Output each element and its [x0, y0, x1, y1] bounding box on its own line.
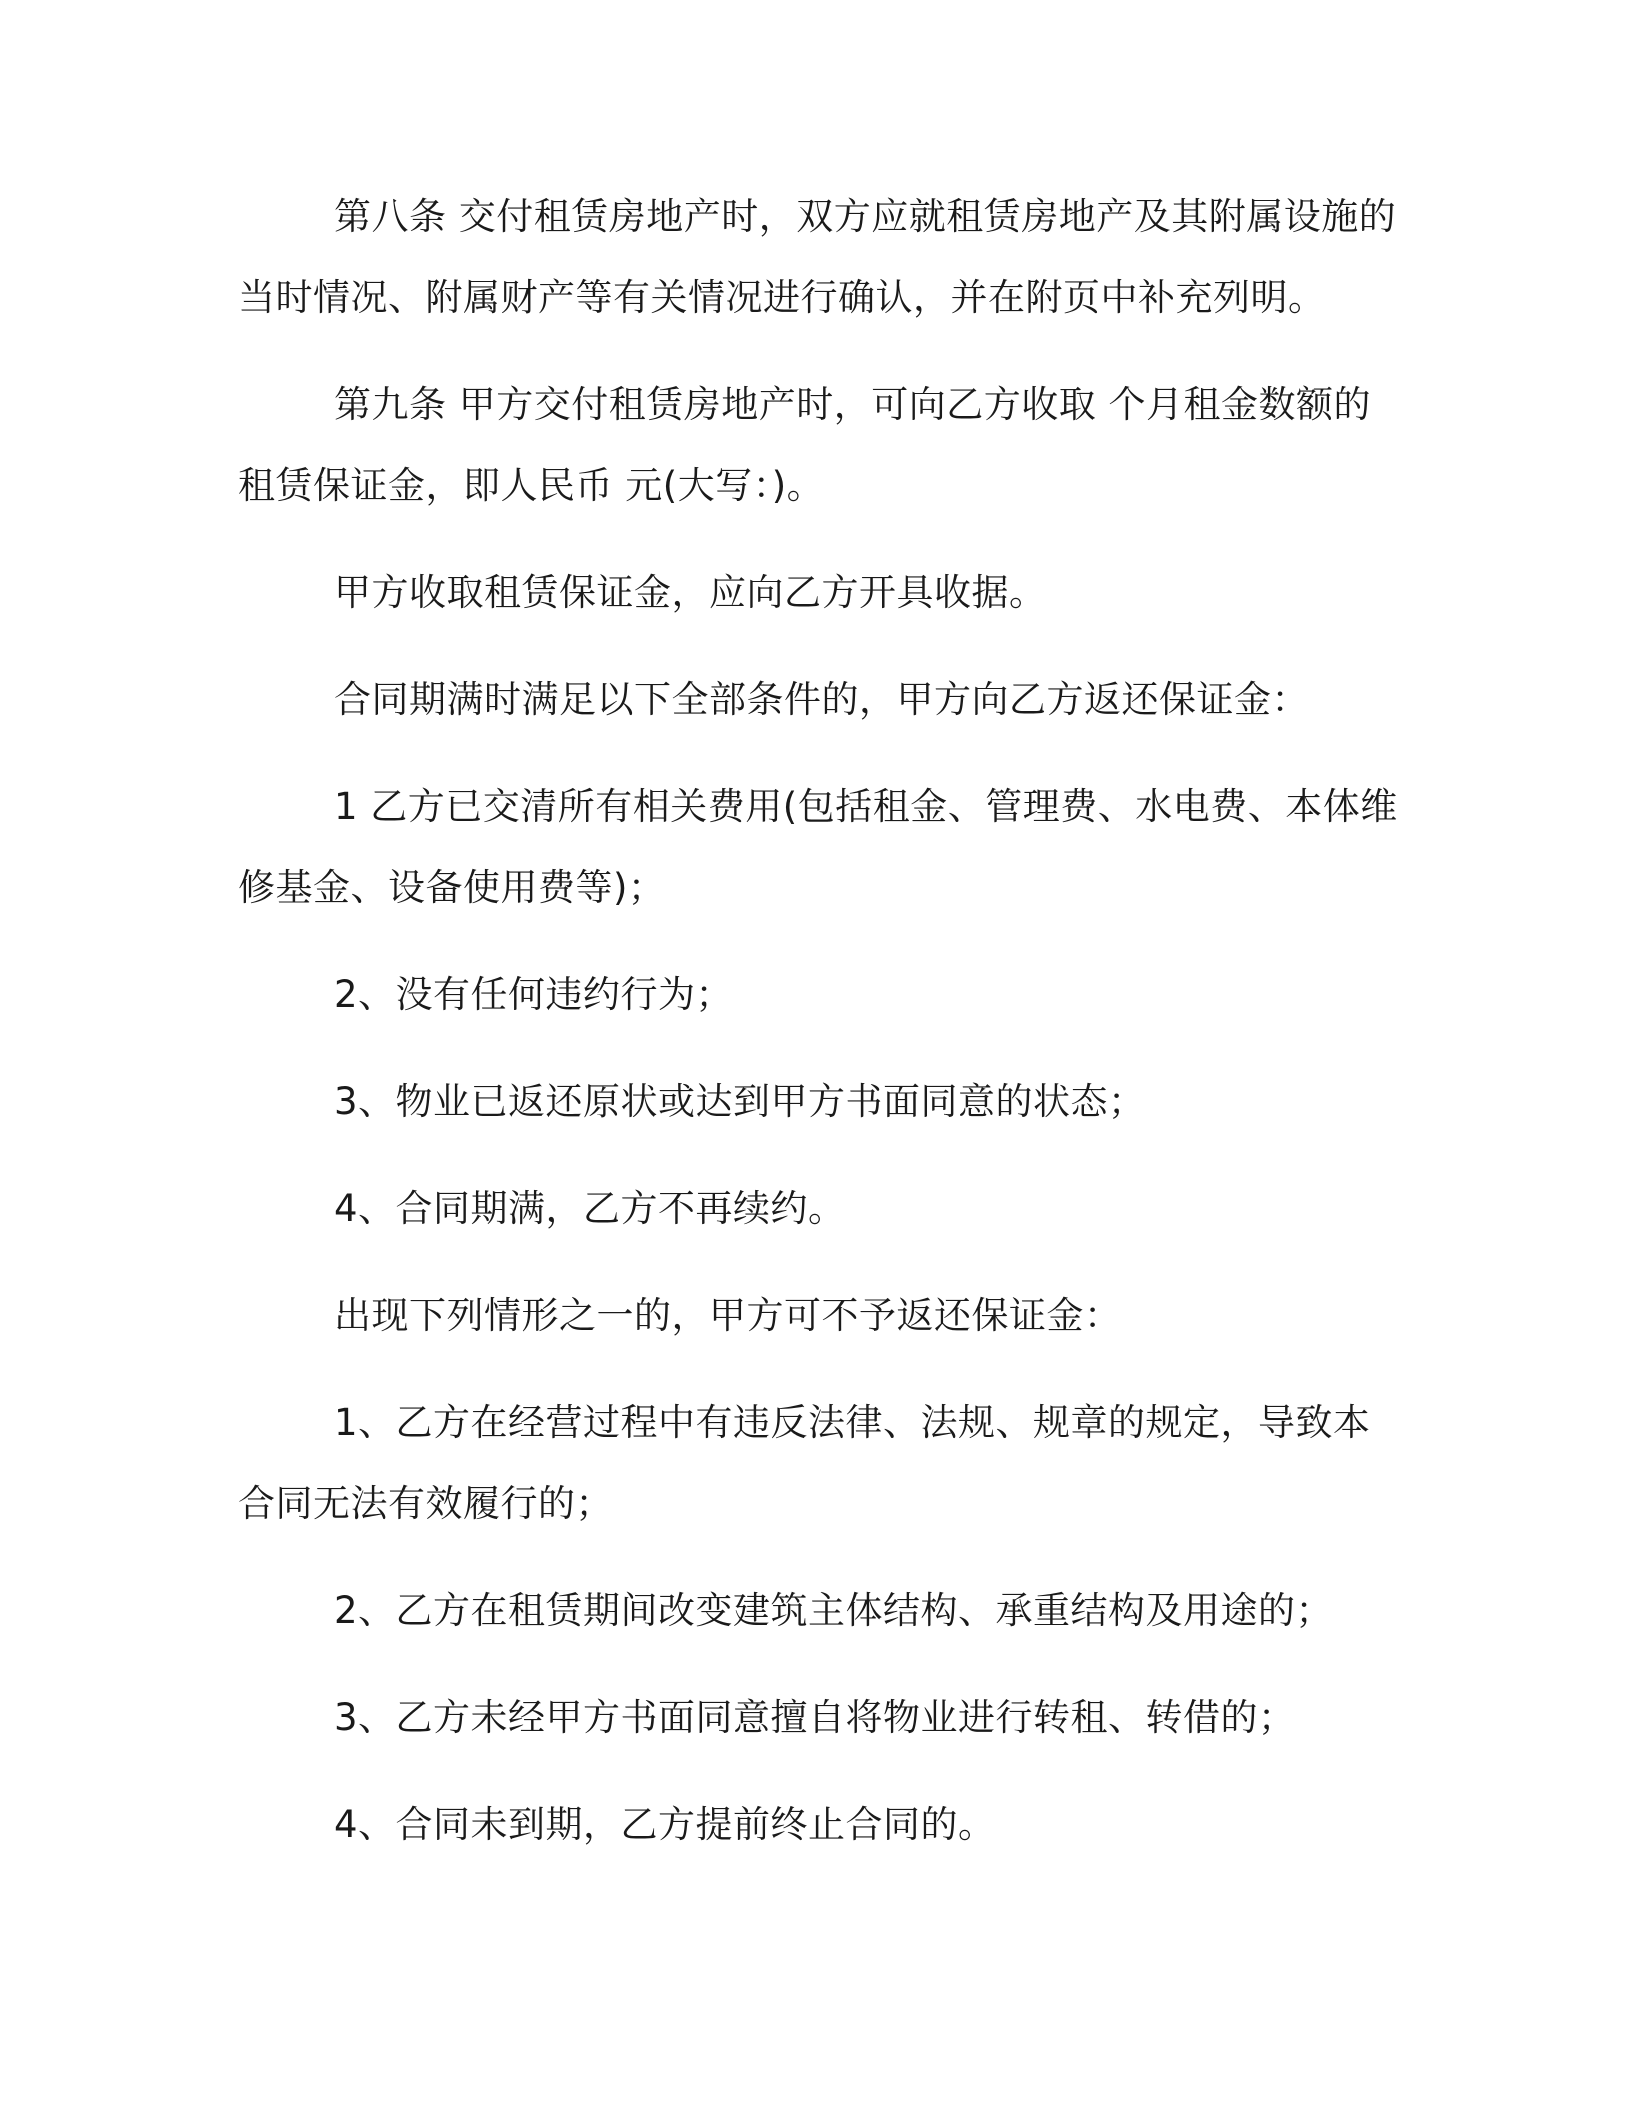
refund-condition-4: 4、合同期满，乙方不再续约。: [334, 1187, 846, 1230]
non-refund-case-2: 2、乙方在租赁期间改变建筑主体结构、承重结构及用途的；: [334, 1589, 1334, 1632]
receipt-paragraph: 甲方收取租赁保证金，应向乙方开具收据。: [334, 571, 1047, 614]
non-refund-case-1: 1、乙方在经营过程中有违反法律、法规、规章的规定，导致本合同无法有效履行的；: [238, 1401, 1371, 1525]
document-body: [238, 176, 1398, 1891]
refund-conditions-intro: 合同期满时满足以下全部条件的，甲方向乙方返还保证金：: [334, 678, 1309, 721]
non-refund-case-4: 4、合同未到期，乙方提前终止合同的。: [334, 1803, 996, 1846]
refund-condition-1: 1 乙方已交清所有相关费用(包括租金、管理费、水电费、本体维修基金、设备使用费等)；: [238, 785, 1398, 909]
refund-condition-2: 2、没有任何违约行为；: [334, 973, 734, 1016]
refund-condition-3: 3、物业已返还原状或达到甲方书面同意的状态；: [334, 1080, 1146, 1123]
clause-8-paragraph: 第八条 交付租赁房地产时，双方应就租赁房地产及其附属设施的当时情况、附属财产等有关情况进行确认，并在附页中补充列明。: [238, 195, 1397, 319]
non-refund-case-3: 3、乙方未经甲方书面同意擅自将物业进行转租、转借的；: [334, 1696, 1296, 1739]
non-refund-intro: 出现下列情形之一的，甲方可不予返还保证金：: [334, 1294, 1122, 1337]
clause-9-paragraph: 第九条 甲方交付租赁房地产时，可向乙方收取 个月租金数额的租赁保证金，即人民币 元(大写：)。: [238, 383, 1372, 507]
